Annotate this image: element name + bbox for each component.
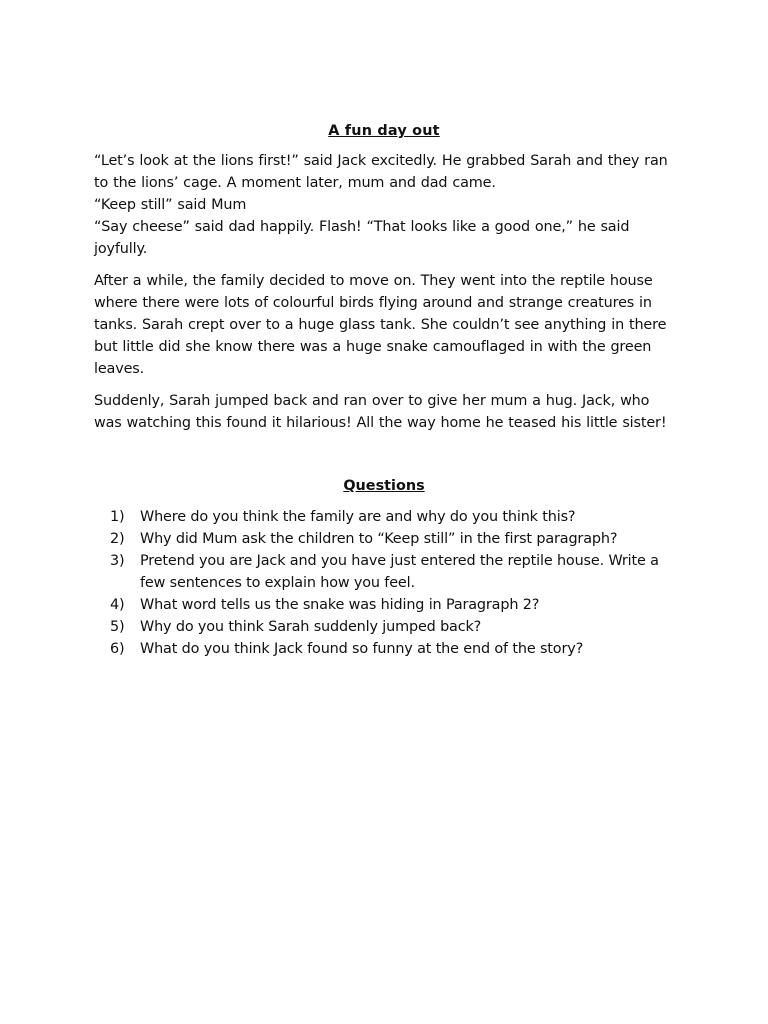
question-text: What word tells us the snake was hiding in Paragraph 2? (140, 597, 540, 613)
question-number: 6) (110, 641, 125, 657)
paragraph-1 (94, 150, 678, 260)
question-number: 1) (110, 509, 125, 525)
question-text: Where do you think the family are and why do you think this? (140, 509, 576, 525)
question-number: 2) (110, 531, 125, 547)
question-item (110, 616, 680, 638)
paragraph-line: After a while, the family decided to move on. They went into the reptile house where there were lots of colourful birds flying around and strange creatures in tanks. Sarah crept over to a huge glass tank. She couldn’t see anything in there but little did she know there was a huge snake camouflaged in with the green leaves. (94, 273, 667, 377)
question-number: 4) (110, 597, 125, 613)
paragraph-line: “Say cheese” said dad happily. Flash! “That looks like a good one,” he said joyfully. (94, 219, 630, 257)
questions-heading: Questions (343, 478, 425, 494)
questions-list (110, 506, 680, 660)
question-number: 3) (110, 553, 125, 569)
paragraph-line: “Keep still” said Mum (94, 197, 247, 213)
paragraph-line: Suddenly, Sarah jumped back and ran over to give her mum a hug. Jack, who was watching this found it hilarious! All the way home he teased his little sister! (94, 393, 667, 431)
question-item (110, 528, 680, 550)
question-item (110, 506, 680, 528)
question-text: Why do you think Sarah suddenly jumped back? (140, 619, 482, 635)
question-item (110, 550, 680, 594)
question-text: Why did Mum ask the children to “Keep still” in the first paragraph? (140, 531, 618, 547)
question-item (110, 638, 680, 660)
story-body (94, 150, 678, 444)
question-item (110, 594, 680, 616)
question-text: What do you think Jack found so funny at the end of the story? (140, 641, 584, 657)
question-number: 5) (110, 619, 125, 635)
document-title: A fun day out (328, 123, 440, 139)
question-text: Pretend you are Jack and you have just entered the reptile house. Write a few sentences to explain how you feel. (140, 553, 659, 591)
paragraph-3 (94, 390, 678, 434)
paragraph-line: “Let’s look at the lions first!” said Jack excitedly. He grabbed Sarah and they ran to the lions’ cage. A moment later, mum and dad came. (94, 153, 668, 191)
paragraph-2 (94, 270, 678, 380)
